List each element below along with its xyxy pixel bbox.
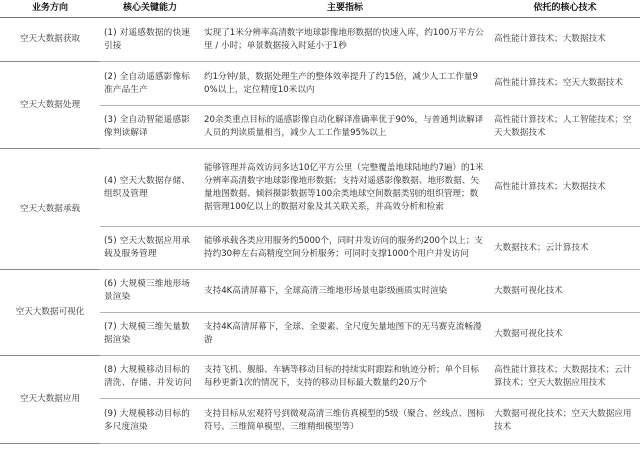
capability-cell: (4) 空天大数据存储、组织及管理	[100, 149, 200, 227]
direction-cell: 空天大数据承载	[0, 149, 100, 270]
capability-cell: (2) 全自动遥感影像标准产品生产	[100, 62, 200, 106]
header-indicator: 主要指标	[200, 0, 490, 18]
indicator-cell: 实现了1米分辨率高清数字地球影像地形数据的快速入库，约100万平方公里 / 小时；单景数据接入时延小于1秒	[200, 18, 490, 62]
technology-cell: 高性能计算技术；人工智能技术；空天大数据技术	[490, 106, 640, 149]
technology-cell: 高性能计算技术；空天大数据技术	[490, 62, 640, 106]
direction-cell: 空天大数据应用	[0, 356, 100, 444]
table-row	[0, 270, 640, 313]
indicator-cell: 支持4K高清屏幕下，全球、全要素、全尺度矢量地图下的无马赛克流畅漫游	[200, 313, 490, 356]
table-row	[0, 149, 640, 227]
table-row	[0, 18, 640, 62]
capability-cell: (8) 大规模移动目标的清洗、存储、并发访问	[100, 356, 200, 399]
indicator-cell: 能够承载各类应用服务约5000个，同时并发访问的服务约200个以上；支持约30种左右高精度空间分析服务；可同时支撑1000个用户并发访问	[200, 227, 490, 270]
capability-cell: (3) 全自动智能遥感影像判读解译	[100, 106, 200, 149]
capability-cell: (6) 大规模三维地形场景渲染	[100, 270, 200, 313]
capability-cell: (7) 大规模三维矢量数据渲染	[100, 313, 200, 356]
technology-cell: 高性能计算技术；大数据技术	[490, 18, 640, 62]
header-technology: 依托的核心技术	[490, 0, 640, 18]
technology-cell: 高性能计算技术；大数据技术；云计算技术；空天大数据应用技术	[490, 356, 640, 399]
table-row	[0, 62, 640, 106]
header-capability: 核心关键能力	[100, 0, 200, 18]
technology-cell: 大数据可视化技术	[490, 313, 640, 356]
technology-cell: 大数据可视化技术；空天大数据应用技术	[490, 399, 640, 444]
capability-cell: (5) 空天大数据应用承载及服务管理	[100, 227, 200, 270]
table-row	[0, 356, 640, 399]
technology-cell: 大数据技术；云计算技术	[490, 227, 640, 270]
indicator-cell: 支持4K高清屏幕下，全球高清三维地形场景电影级画质实时渲染	[200, 270, 490, 313]
header-row	[0, 0, 640, 18]
indicator-cell: 能够管理并高效访问多达10亿平方公里（完整覆盖地球陆地约7遍）的1米分辨率高清数字地球影像地形数据；支持对遥感影像数据、地形数据、矢量地图数据、倾斜摄影数据等100余类地球空间数据类别的组织管理；数据管理100亿以上的数据对象及其关联关系，并高效分析和检索	[200, 149, 490, 227]
direction-cell: 空天大数据处理	[0, 62, 100, 149]
capability-cell: (1) 对遥感数据的快速引接	[100, 18, 200, 62]
direction-cell: 空天大数据获取	[0, 18, 100, 62]
technology-cell: 大数据可视化技术	[490, 270, 640, 313]
technology-cell: 高性能计算技术；大数据技术	[490, 149, 640, 227]
capability-cell: (9) 大规模移动目标的多尺度渲染	[100, 399, 200, 444]
indicator-cell: 20余类重点目标的遥感影像自动化解译准确率优于90%，与普通判读解译人员的判读质量相当，减少人工工作量95%以上	[200, 106, 490, 149]
indicator-cell: 支持目标从宏观符号到微观高清三维仿真模型的5级（聚合、丝线点、图标符号、三维简单模型、三维精细模型等）	[200, 399, 490, 444]
indicator-cell: 约1分钟/景，数据处理生产的整体效率提升了约15倍，减少人工工作量90%以上，定位精度10米以内	[200, 62, 490, 106]
direction-cell: 空天大数据可视化	[0, 270, 100, 356]
header-direction: 业务方向	[0, 0, 100, 18]
indicator-cell: 支持飞机、舰船、车辆等移动目标的持续实时跟踪和轨迹分析；单个目标每秒更新1次的情况下，支持的移动目标最大数量约20万个	[200, 356, 490, 399]
